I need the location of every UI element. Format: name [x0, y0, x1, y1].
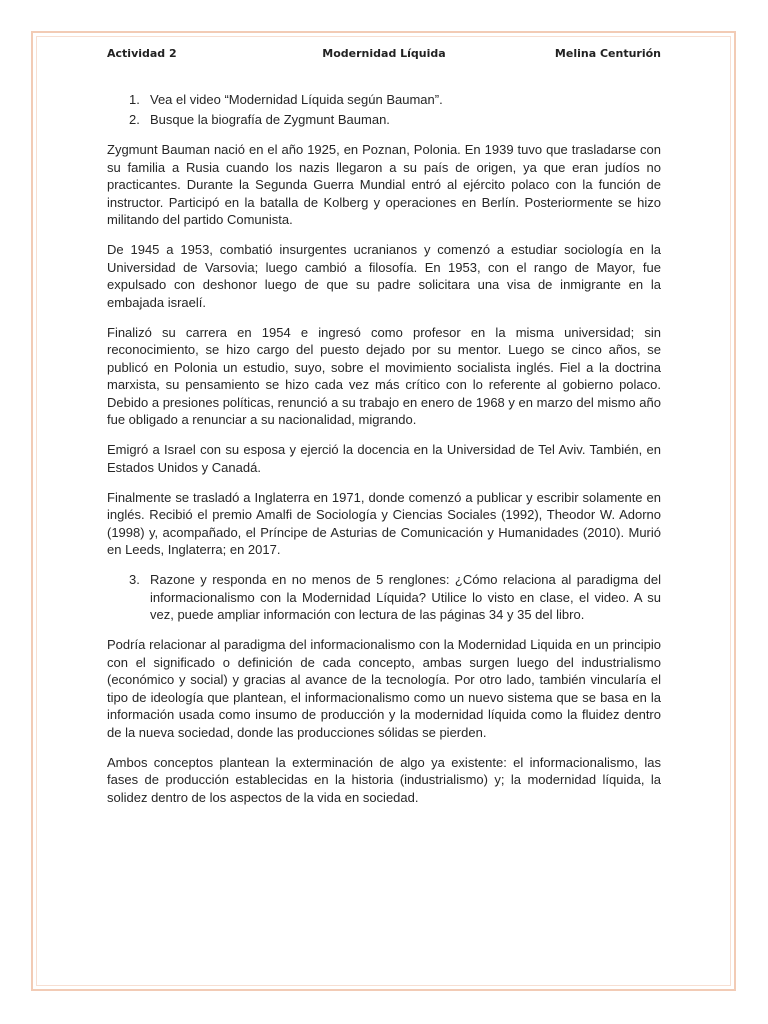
bio-paragraph: Finalizó su carrera en 1954 e ingresó como profesor en la misma universidad; sin reconocimiento, se hizo cargo del puesto dejado por su mentor. Luego se cinco años, se publicó en Polonia un estudio, suyo, sobre el movimiento socialista inglés. Fiel a la doctrina marxista, su pensamiento se hizo cada vez más crítico con lo referente al gobierno polaco. Debido a presiones políticas, renunció a su trabajo en enero de 1968 y en marzo del mismo año fue obligado a renunciar a su nacionalidad, migrando. [107, 324, 661, 427]
list-item [107, 91, 661, 109]
list-number: 2. [129, 112, 140, 127]
header-author: Melina Centurión [554, 47, 661, 60]
header-activity: Actividad 2 [107, 47, 177, 60]
page-header [107, 47, 661, 65]
list-number: 3. [129, 572, 140, 587]
list-number: 1. [129, 92, 140, 107]
document-body [107, 91, 661, 819]
bio-paragraph: Emigró a Israel con su esposa y ejerció la docencia en la Universidad de Tel Aviv. También, en Estados Unidos y Canadá. [107, 442, 661, 475]
answer-paragraph: Podría relacionar al paradigma del informacionalismo con la Modernidad Liquida en un principio con el significado o definición de cada concepto, ambas surgen luego del industrialismo (económico y social) y gracias al avance de la tecnología. Por otro lado, también vincularía el tipo de ideología que plantean, el informacionalismo como un nuevo sistema que se basa en la información usada como insumo de producción y la modernidad líquida como la fluidez dentro de la nueva sociedad, donde las producciones sólidas se pierden. [107, 637, 661, 740]
bio-paragraph: De 1945 a 1953, combatió insurgentes ucranianos y comenzó a estudiar sociología en la Universidad de Varsovia; luego cambió a filosofía. En 1953, con el rango de Mayor, fue expulsado con deshonor luego de que su padre solicitara una visa de inmigrante en la embajada israelí. [107, 242, 661, 310]
bio-paragraph: Finalmente se trasladó a Inglaterra en 1971, donde comenzó a publicar y escribir solamente en inglés. Recibió el premio Amalfi de Sociología y Ciencias Sociales (1992), Theodor W. Adorno (1998) y, acompañado, el Príncipe de Asturias de Comunicación y Humanidades (2010). Murió en Leeds, Inglaterra; en 2017. [107, 489, 661, 557]
bio-paragraph: Zygmunt Bauman nació en el año 1925, en Poznan, Polonia. En 1939 tuvo que trasladarse con su familia a Rusia cuando los nazis llegaron a su país de origen, ya que eran judíos no practicantes. Durante la Segunda Guerra Mundial entró al ejército polaco con la función de instructor. Participó en la batalla de Kolberg y operaciones en Berlín. Posteriormente se hizo militando del partido Comunista. [107, 142, 661, 227]
list-text: Vea el video “Modernidad Líquida según Bauman”. [150, 92, 443, 107]
answer-paragraph: Ambos conceptos plantean la exterminación de algo ya existente: el informacionalismo, las fases de producción establecidas en la historia (industrialismo) y; la modernidad líquida, la solidez dentro de los aspectos de la vida en sociedad. [107, 754, 661, 805]
list-item [107, 111, 661, 129]
list-text: Busque la biografía de Zygmunt Bauman. [150, 112, 390, 127]
list-text: Razone y responda en no menos de 5 renglones: ¿Cómo relaciona al paradigma del informacionalismo con la Modernidad Líquida? Utilice lo visto en clase, el video. A su vez, puede ampliar información con lectura de las páginas 34 y 35 del libro. [150, 572, 661, 622]
list-item [107, 571, 661, 624]
header-title: Modernidad Líquida [322, 47, 446, 60]
